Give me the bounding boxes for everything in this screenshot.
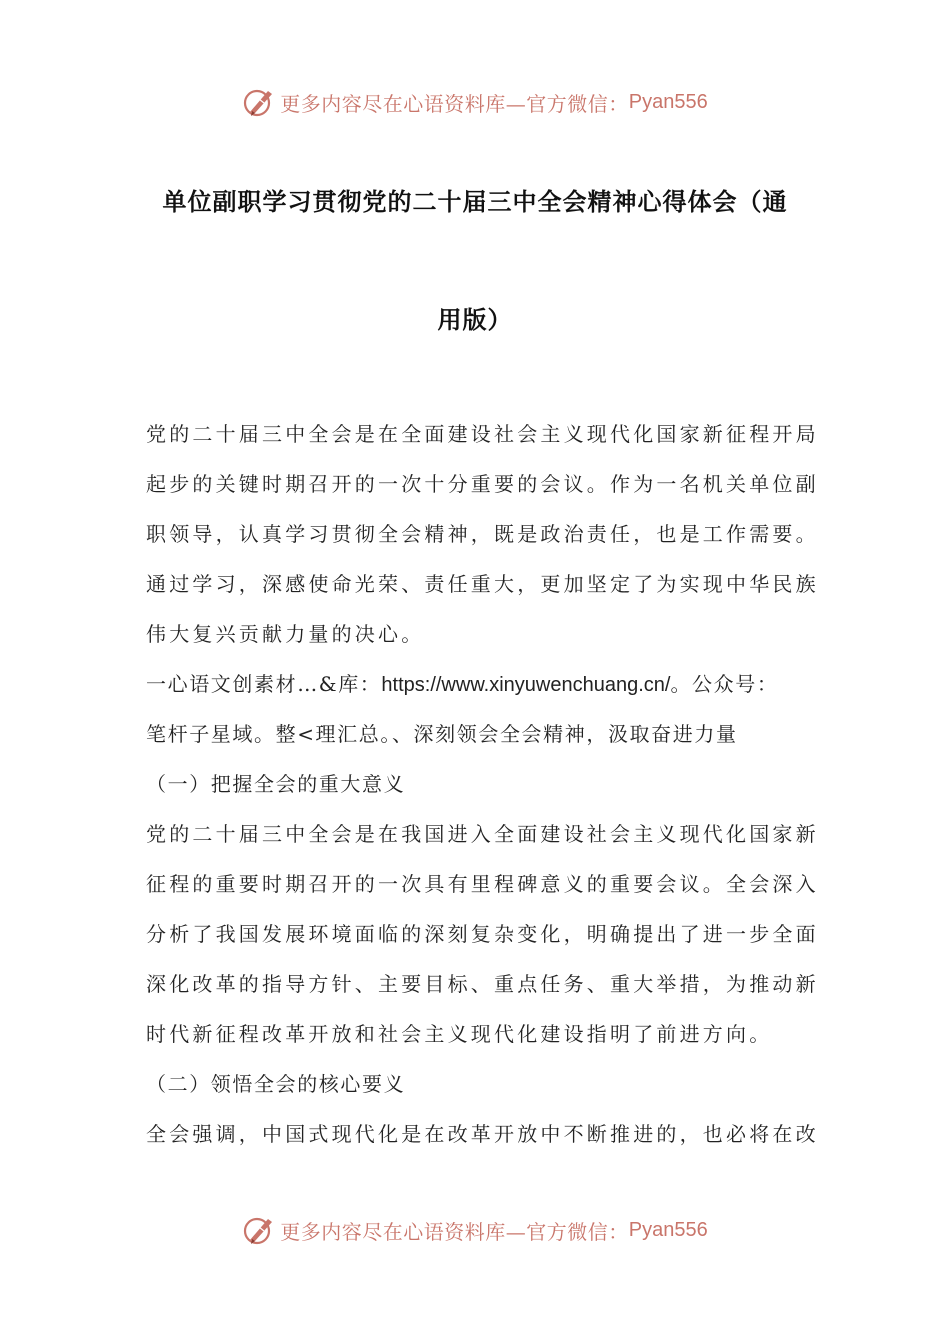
promo-line xyxy=(146,670,806,699)
page-title-line-2: 用版） xyxy=(437,306,513,334)
banner-text: 更多内容尽在心语资料库—官方微信： xyxy=(280,91,629,116)
footer-banner xyxy=(0,1210,950,1250)
paragraph-line: 伟大复兴贡献力量的决心。 xyxy=(146,622,425,646)
paragraph-line: 时代新征程改革开放和社会主义现代化建设指明了前进方向。 xyxy=(146,1022,773,1046)
page-title-line-1: 单位副职学习贯彻党的二十届三中全会精神心得体会（通 xyxy=(162,188,788,216)
promo-prefix: 一心语文创素材…&库： xyxy=(146,672,382,696)
banner-text: 更多内容尽在心语资料库—官方微信： xyxy=(280,1219,629,1244)
paragraph-line: 职领导，认真学习贯彻全会精神，既是政治责任，也是工作需要。 xyxy=(146,522,819,546)
paragraph-line: 通过学习，深感使命光荣、责任重大，更加坚定了为实现中华民族 xyxy=(146,572,819,596)
paragraph-line: 分析了我国发展环境面临的深刻复杂变化，明确提出了进一步全面 xyxy=(146,922,819,946)
header-banner xyxy=(0,82,950,122)
promo-url-link[interactable]: https://www.xinyuwenchuang.cn/ xyxy=(381,674,671,696)
promo-line-2: 笔杆子星域。整<理汇总。、深刻领会全会精神，汲取奋进力量 xyxy=(146,722,738,746)
paragraph-line: 党的二十届三中全会是在我国进入全面建设社会主义现代化国家新 xyxy=(146,822,819,846)
paragraph-line: 党的二十届三中全会是在全面建设社会主义现代化国家新征程开局 xyxy=(146,422,819,446)
wechat-id: Pyan556 xyxy=(628,90,708,113)
paragraph-line: 征程的重要时期召开的一次具有里程碑意义的重要会议。全会深入 xyxy=(146,872,819,896)
section-heading: （一）把握全会的重大意义 xyxy=(146,772,406,796)
quill-pen-icon xyxy=(242,85,276,119)
paragraph-line: 全会强调，中国式现代化是在改革开放中不断推进的，也必将在改 xyxy=(146,1122,819,1146)
section-heading: （二）领悟全会的核心要义 xyxy=(146,1072,406,1096)
quill-pen-icon xyxy=(242,1213,276,1247)
paragraph-line: 起步的关键时期召开的一次十分重要的会议。作为一名机关单位副 xyxy=(146,472,819,496)
wechat-id: Pyan556 xyxy=(628,1218,708,1241)
promo-suffix: 。公众号： xyxy=(670,672,779,696)
paragraph-line: 深化改革的指导方针、主要目标、重点任务、重大举措，为推动新 xyxy=(146,972,819,996)
